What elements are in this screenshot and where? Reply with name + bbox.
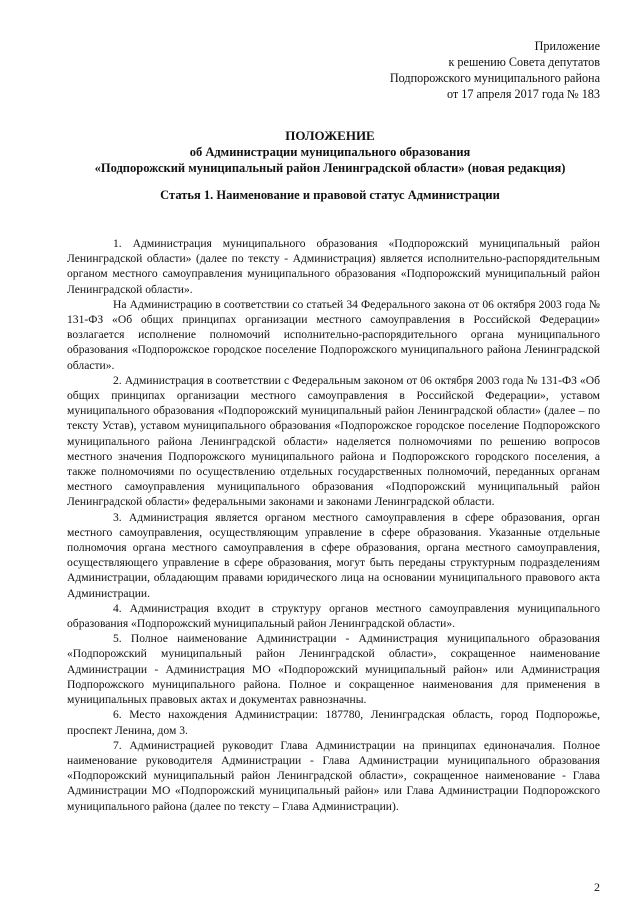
appendix-header <box>260 38 600 102</box>
decision-date-number: от 17 апреля 2017 года № 183 <box>446 87 600 101</box>
article-heading: Статья 1. Наименование и правовой статус Администрации <box>160 188 500 202</box>
title-main: ПОЛОЖЕНИЕ <box>285 128 375 143</box>
page-number: 2 <box>594 880 600 894</box>
document-title <box>60 128 600 176</box>
paragraph-1: 1. Администрация муниципального образования «Подпорожский муниципальный район Ленинградской области» (далее по тексту - Администрация) является исполнительно-распорядительным органом местного самоуправления муниципального образования «Подпорожский муниципальный район Ленинградской области». <box>67 237 600 296</box>
paragraph-6: 6. Место нахождения Администрации: 187780, Ленинградская область, город Подпорожье, проспект Ленина, дом 3. <box>67 708 600 737</box>
decision-reference: к решению Совета депутатов <box>448 55 600 69</box>
paragraph-4: 4. Администрация входит в структуру органов местного самоуправления муниципального образования «Подпорожский муниципальный район Ленинградской области». <box>67 601 600 631</box>
paragraph-7: 7. Администрацией руководит Глава Администрации на принципах единоначалия. Полное наименование руководителя Администрации - Глава Администрации муниципального образования «Подпорожский муниципальный район Ленинградской области», сокращенное наименование - Глава Администрации МО «Подпорожский муниципальный район» или Глава Администрации Подпорожского муниципального района (далее по тексту – Глава Администрации). <box>67 738 600 813</box>
title-district: «Подпорожский муниципальный район Ленинградской области» (новая редакция) <box>94 161 566 175</box>
council-name: Подпорожского муниципального района <box>389 71 600 85</box>
paragraph-1-cont: На Администрацию в соответствии со статьей 34 Федерального закона от 06 октября 2003 года № 131-ФЗ «Об общих принципах организации местного самоуправления в Российской Федерации» возлагается исполнение полномочий исполнительно-распорядительного органа муниципального образования «Подпорожское городское поселение Подпорожского муниципального района Ленинградской области». <box>67 297 600 372</box>
document-body <box>67 236 600 814</box>
paragraph-5: 5. Полное наименование Администрации - Администрация муниципального образования «Подпорожский муниципальный район Ленинградской области», сокращенное наименование Администрации - Администрация МО «Подпорожский муниципальный район» или Администрация Подпорожского муниципального района. Полное и сокращенное наименования для применения в муниципальных правовых актах и документах равнозначны. <box>67 632 600 707</box>
appendix-label: Приложение <box>534 39 600 53</box>
paragraph-3: 3. Администрация является органом местного самоуправления в сфере образования, орган местного самоуправления, осуществляющим управление в сфере образования. Указанные отдельные полномочия органа местного самоуправления в сфере образования, органа местного самоуправления, осуществляющего управление в сфере образования, могут быть переданы структурным подразделениям Администрации, обладающим правами юридического лица на основании муниципального правового акта Администрации. <box>67 510 600 600</box>
title-subject: об Администрации муниципального образования <box>189 145 471 159</box>
paragraph-2: 2. Администрация в соответствии с Федеральным законом от 06 октября 2003 года № 131-ФЗ «Об общих принципах организации местного самоуправления в Российской Федерации», уставом муниципального образования «Подпорожский муниципальный район Ленинградской области» (далее – по тексту Устав), уставом муниципального образования «Подпорожское городское поселение Подпорожского муниципального района Ленинградской области» наделяется полномочиями по решению вопросов местного значения Подпорожского муниципального района и Подпорожского городского поселения, а также полномочиями по осуществлению отдельных государственных полномочий, переданных органам местного самоуправления муниципального образования «Подпорожский муниципальный район Ленинградской области» федеральными законами и законами Ленинградской области. <box>67 373 600 509</box>
